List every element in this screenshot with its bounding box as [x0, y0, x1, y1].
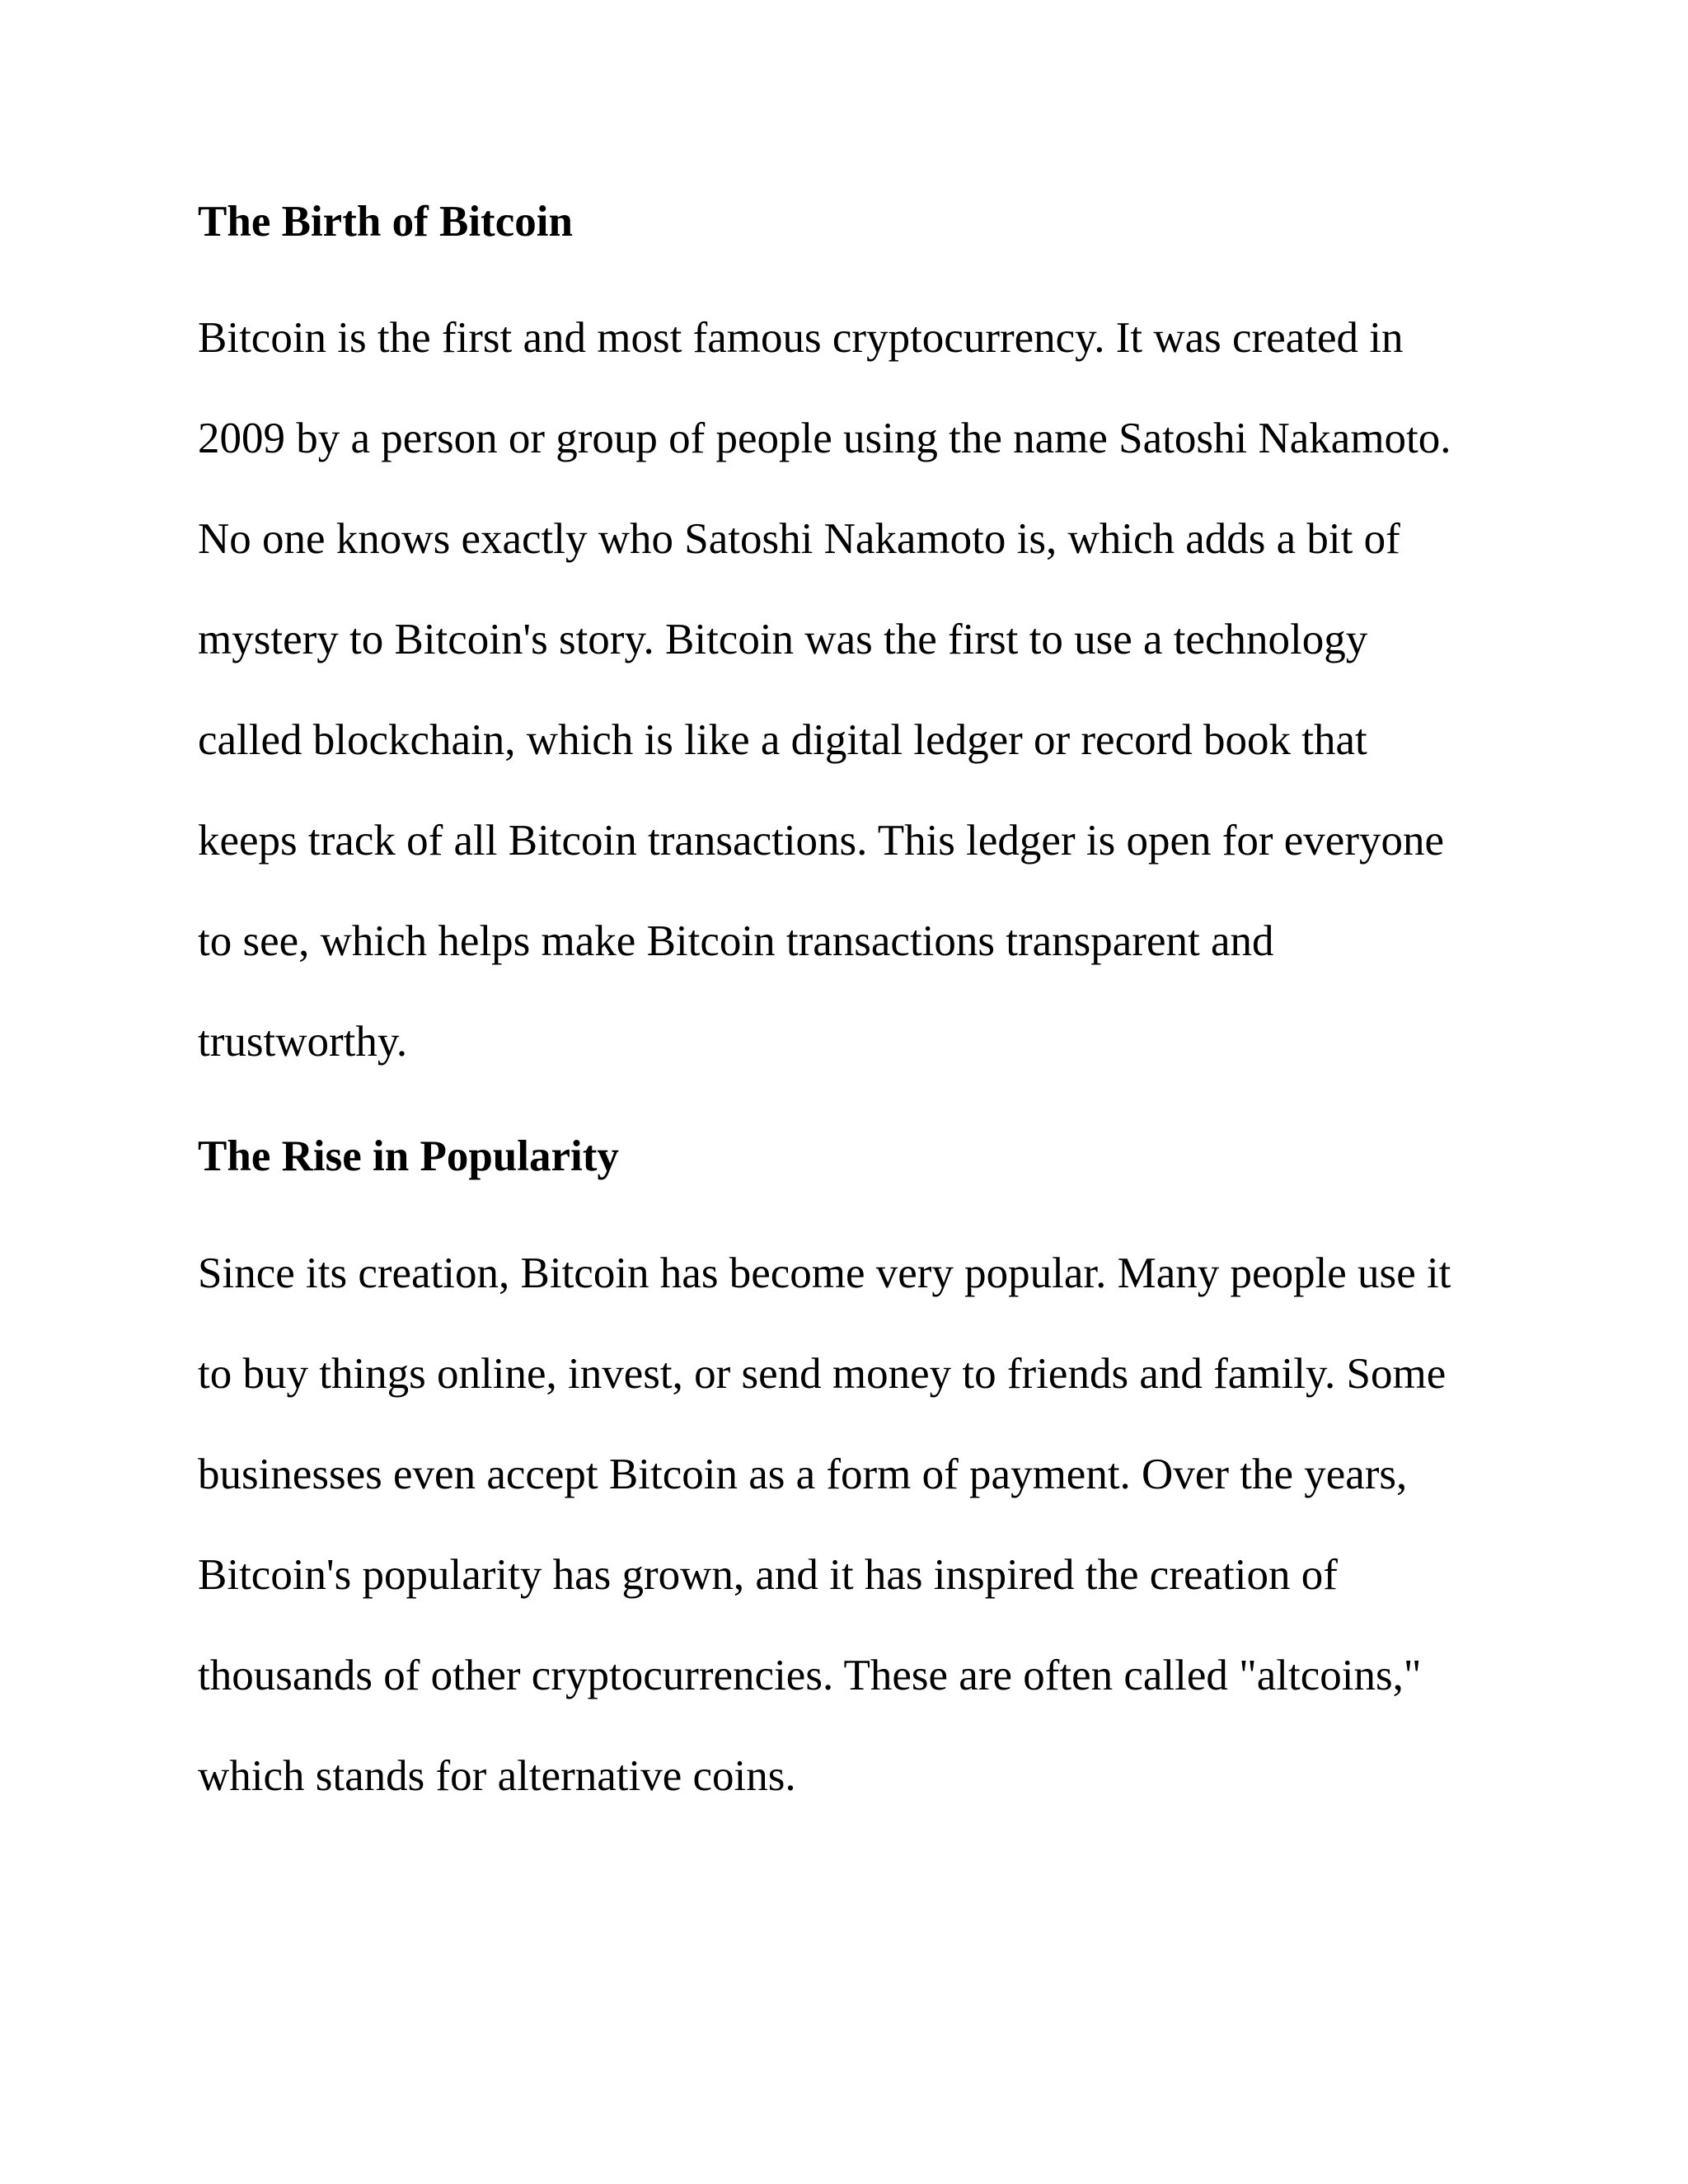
paragraph-line: thousands of other cryptocurrencies. These are often called "altcoins,": [198, 1652, 1422, 1699]
paragraph-line: to see, which helps make Bitcoin transactions transparent and: [198, 917, 1274, 965]
paragraph-line: to buy things online, invest, or send money to friends and family. Some: [198, 1350, 1447, 1398]
paragraph-line: called blockchain, which is like a digital ledger or record book that: [198, 716, 1367, 764]
section-heading-rise-in-popularity: The Rise in Popularity: [198, 1132, 619, 1180]
paragraph-line: Bitcoin is the first and most famous cryptocurrency. It was created in: [198, 314, 1404, 362]
paragraph-line: Bitcoin's popularity has grown, and it has inspired the creation of: [198, 1551, 1338, 1599]
paragraph-line: mystery to Bitcoin's story. Bitcoin was the first to use a technology: [198, 616, 1368, 663]
paragraph-line: keeps track of all Bitcoin transactions. This ledger is open for everyone: [198, 817, 1445, 865]
paragraph-line: No one knows exactly who Satoshi Nakamoto is, which adds a bit of: [198, 515, 1400, 563]
paragraph-line: trustworthy.: [198, 1018, 408, 1066]
paragraph-line: 2009 by a person or group of people using the name Satoshi Nakamoto.: [198, 415, 1451, 462]
paragraph-line: which stands for alternative coins.: [198, 1752, 796, 1800]
paragraph-line: businesses even accept Bitcoin as a form of payment. Over the years,: [198, 1451, 1408, 1498]
paragraph-line: Since its creation, Bitcoin has become very popular. Many people use it: [198, 1249, 1451, 1297]
section-heading-birth-of-bitcoin: The Birth of Bitcoin: [198, 198, 573, 246]
